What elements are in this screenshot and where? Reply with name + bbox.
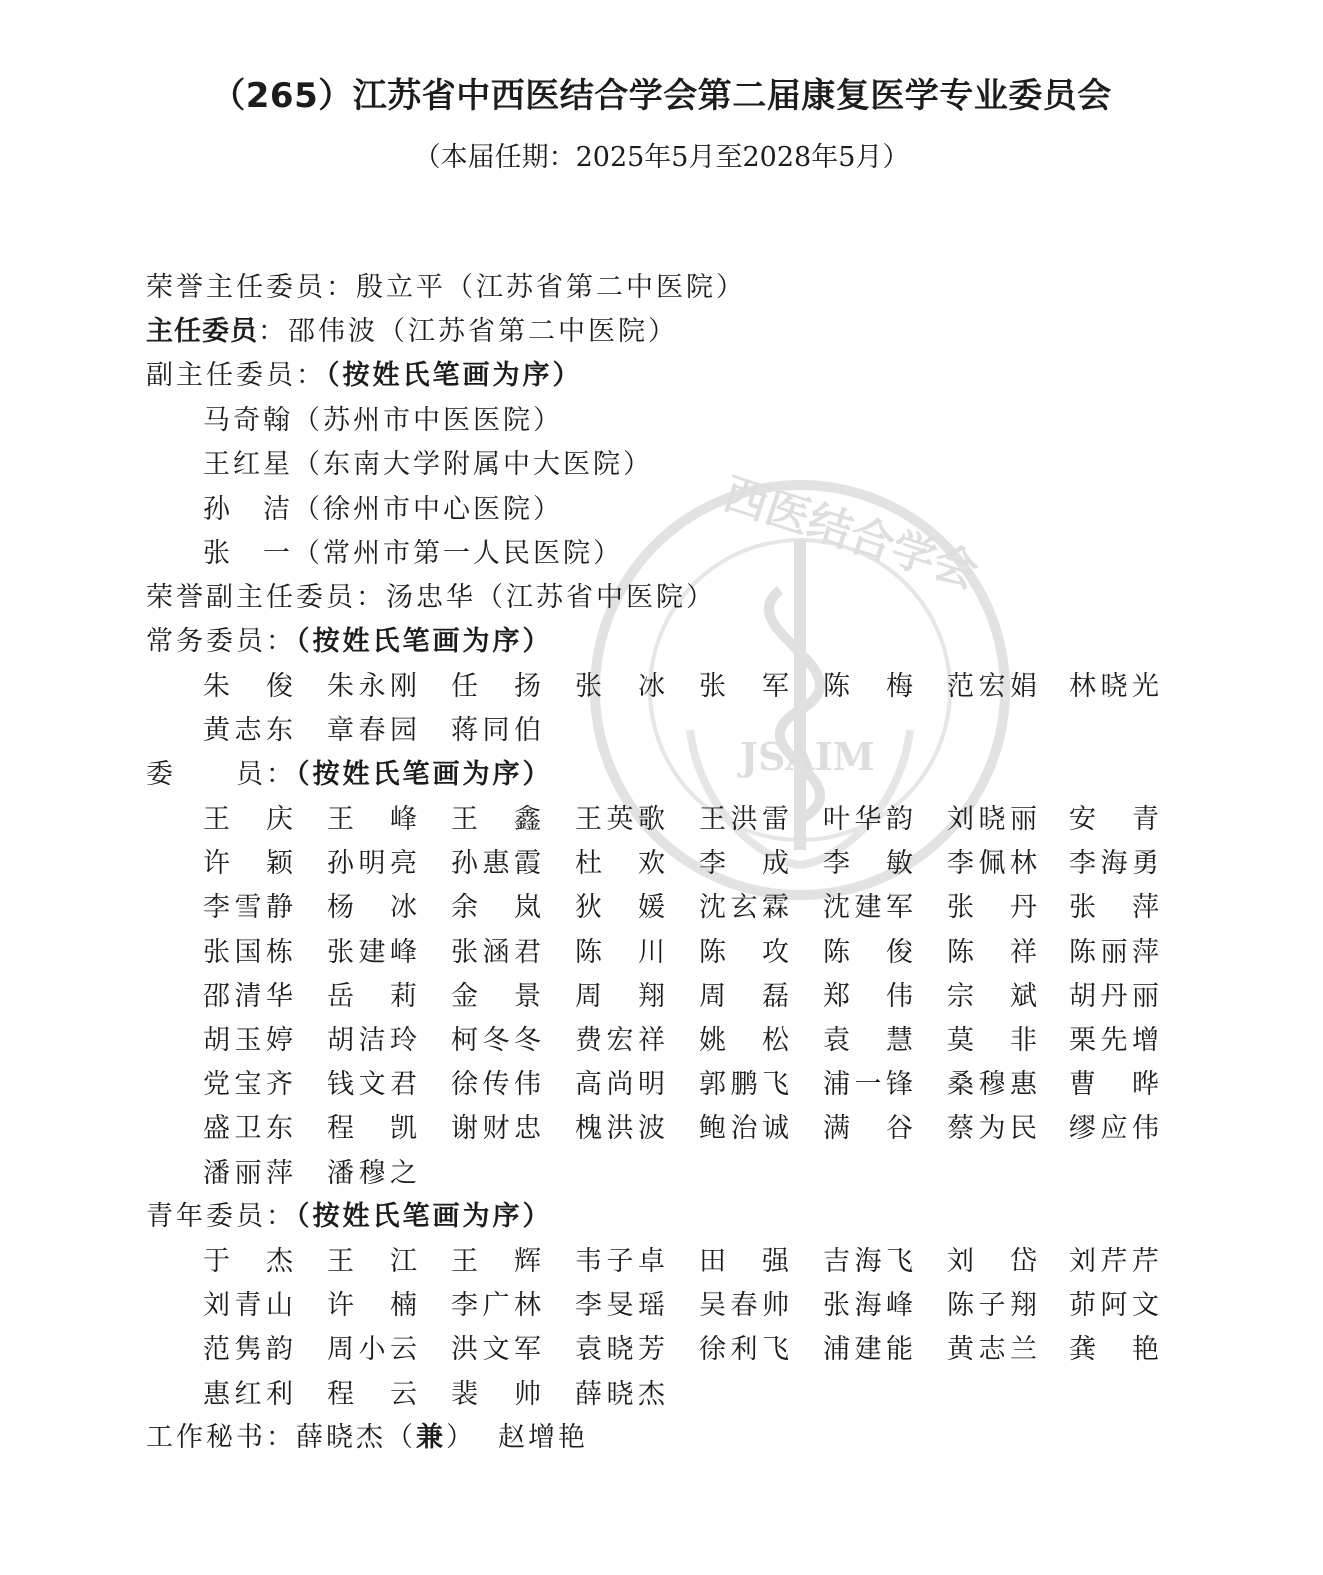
- member-name: 杨冰: [327, 892, 417, 924]
- member-name: 薛晓杰: [575, 1378, 665, 1410]
- member-name: 桑穆惠: [947, 1069, 1037, 1101]
- director-value: 邵伟波（江苏省第二中医院）: [288, 316, 678, 347]
- member-name: 袁晓芳: [575, 1334, 665, 1366]
- member-name: 高尚明: [575, 1069, 665, 1101]
- deputy-director-item: [203, 534, 623, 574]
- deputy-director-item: [203, 445, 653, 485]
- deputy-director-org: （苏州市中医医院）: [293, 405, 563, 436]
- director-label: 主任委员: [146, 316, 258, 347]
- standing-members-note: （按姓氏笔画为序）: [296, 626, 553, 657]
- member-name: 李雪静: [203, 892, 293, 924]
- member-name: 陈攻: [699, 936, 789, 968]
- deputy-directors-note: （按姓氏笔画为序）: [326, 360, 583, 391]
- member-name: 岳莉: [327, 980, 417, 1012]
- member-name: 槐洪波: [575, 1113, 665, 1145]
- member-name: 张丹: [947, 892, 1037, 924]
- member-name: 邵清华: [203, 980, 293, 1012]
- deputy-director-name: 孙 洁: [203, 494, 293, 525]
- member-name: 陈子翔: [947, 1290, 1037, 1322]
- member-name: 裴帅: [451, 1378, 541, 1410]
- member-name: 蒋同伯: [451, 715, 541, 747]
- member-name: 陈川: [575, 936, 665, 968]
- member-name: 浦一锋: [823, 1069, 913, 1101]
- deputy-director-org: （常州市第一人民医院）: [293, 538, 623, 569]
- term-period: （本届任期：2025年5月至2028年5月）: [413, 142, 910, 173]
- member-name: 黄志东: [203, 715, 293, 747]
- member-name: 王英歌: [575, 804, 665, 835]
- member-name: 张军: [699, 671, 789, 702]
- member-name: 李成: [699, 848, 789, 880]
- member-name: 王辉: [451, 1246, 541, 1277]
- member-name: 黄志兰: [947, 1334, 1037, 1366]
- member-name: 周磊: [699, 980, 789, 1012]
- members-heading: [146, 755, 553, 795]
- member-name: 陈丽萍: [1069, 936, 1159, 968]
- member-name: 沈玄霖: [699, 892, 789, 924]
- member-name: 曹晔: [1069, 1069, 1159, 1101]
- member-name: 王峰: [327, 804, 417, 835]
- member-name: 陈祥: [947, 936, 1037, 968]
- member-name: 韦子卓: [575, 1246, 665, 1277]
- member-name: 李旻瑶: [575, 1290, 665, 1322]
- member-name: 姚松: [699, 1025, 789, 1056]
- member-name: 周小云: [327, 1334, 417, 1366]
- member-name: 莫非: [947, 1025, 1037, 1056]
- deputy-director-name: 王红星: [203, 449, 293, 480]
- member-name: 刘晓丽: [947, 804, 1037, 835]
- member-name: 吴春帅: [699, 1290, 789, 1322]
- member-name: 许楠: [327, 1290, 417, 1322]
- member-name: 栗先增: [1069, 1025, 1159, 1056]
- member-name: 范宏娟: [947, 671, 1037, 702]
- member-name: 满谷: [823, 1113, 913, 1145]
- deputy-director-org: （徐州市中心医院）: [293, 494, 563, 525]
- member-name: 狄媛: [575, 892, 665, 924]
- member-name: 缪应伟: [1069, 1113, 1159, 1145]
- member-name: 张国栋: [203, 936, 293, 968]
- member-name: 郑伟: [823, 980, 913, 1012]
- youth-members-label: 青年委员：: [146, 1201, 296, 1232]
- secretary-name-1: 薛晓杰: [296, 1422, 386, 1453]
- member-name: 党宝齐: [203, 1069, 293, 1101]
- seal-text-arc: 西医结合学会: [717, 470, 985, 599]
- member-name: 范隽韵: [203, 1334, 293, 1366]
- member-name: 李广林: [451, 1290, 541, 1322]
- member-name: 孙惠霞: [451, 848, 541, 880]
- member-name: 张萍: [1069, 892, 1159, 924]
- youth-members-heading: [146, 1197, 553, 1237]
- member-name: 胡玉婷: [203, 1025, 293, 1056]
- deputy-director-org: （东南大学附属中大医院）: [293, 449, 653, 480]
- member-name: 徐利飞: [699, 1334, 789, 1366]
- member-name: 安青: [1069, 804, 1159, 835]
- honorary-director-value: 殷立平（江苏省第二中医院）: [356, 272, 746, 303]
- secretary-name-2: 赵增艳: [498, 1422, 588, 1453]
- member-name: 金景: [451, 980, 541, 1012]
- page-title: （265）江苏省中西医结合学会第二届康复医学专业委员会: [211, 76, 1112, 116]
- director-row: [146, 312, 678, 352]
- member-name: 程凯: [327, 1113, 417, 1145]
- member-name: 周翔: [575, 980, 665, 1012]
- member-name: 朱永刚: [327, 671, 417, 702]
- member-name: 吉海飞: [823, 1246, 913, 1277]
- member-name: 惠红利: [203, 1378, 293, 1410]
- member-name: 杜欢: [575, 848, 665, 880]
- youth-members-note: （按姓氏笔画为序）: [296, 1201, 553, 1232]
- member-name: 李敏: [823, 848, 913, 880]
- honorary-deputy-row: [146, 578, 716, 618]
- member-name: 许颖: [203, 848, 293, 880]
- member-name: 林晓光: [1069, 671, 1159, 702]
- member-name: 徐传伟: [451, 1069, 541, 1101]
- honorary-director-row: [146, 268, 746, 308]
- member-name: 王庆: [203, 804, 293, 835]
- member-name: 张海峰: [823, 1290, 913, 1322]
- secretary-paren-open: （: [386, 1422, 416, 1453]
- member-name: 浦建能: [823, 1334, 913, 1366]
- member-name: 章春园: [327, 715, 417, 747]
- standing-members-label: 常务委员：: [146, 626, 296, 657]
- standing-members-heading: [146, 622, 553, 662]
- member-name: 刘芹芹: [1069, 1246, 1159, 1277]
- member-name: 刘岱: [947, 1246, 1037, 1277]
- members-note: （按姓氏笔画为序）: [296, 759, 553, 790]
- deputy-director-name: 马奇翰: [203, 405, 293, 436]
- member-name: 叶华韵: [823, 804, 913, 835]
- member-name: 程云: [327, 1378, 417, 1410]
- seal-acronym: JSAIM: [740, 734, 875, 779]
- member-name: 费宏祥: [575, 1025, 665, 1056]
- deputy-directors-label: 副主任委员：: [146, 360, 326, 391]
- member-name: 潘丽萍: [203, 1157, 293, 1189]
- member-name: 谢财忠: [451, 1113, 541, 1145]
- member-name: 余岚: [451, 892, 541, 924]
- secretary-paren-close: ）: [446, 1422, 476, 1453]
- member-name: 宗斌: [947, 980, 1037, 1012]
- member-name: 任扬: [451, 671, 541, 702]
- honorary-deputy-label: 荣誉副主任委员：: [146, 582, 386, 613]
- member-name: 蔡为民: [947, 1113, 1037, 1145]
- member-name: 龚艳: [1069, 1334, 1159, 1366]
- member-name: 朱俊: [203, 671, 293, 702]
- member-name: 鲍治诚: [699, 1113, 789, 1145]
- deputy-director-item: [203, 490, 563, 530]
- member-name: 钱文君: [327, 1069, 417, 1101]
- member-name: 茆阿文: [1069, 1290, 1159, 1322]
- member-name: 洪文军: [451, 1334, 541, 1366]
- member-name: 袁慧: [823, 1025, 913, 1056]
- deputy-directors-heading: [146, 356, 583, 396]
- member-name: 李海勇: [1069, 848, 1159, 880]
- member-name: 孙明亮: [327, 848, 417, 880]
- member-name: 柯冬冬: [451, 1025, 541, 1056]
- member-name: 田强: [699, 1246, 789, 1277]
- member-name: 李佩林: [947, 848, 1037, 880]
- secretary-concurrent: 兼: [416, 1422, 446, 1453]
- member-name: 王鑫: [451, 804, 541, 835]
- member-name: 王江: [327, 1246, 417, 1277]
- member-name: 张冰: [575, 671, 665, 702]
- secretary-row: [146, 1418, 588, 1458]
- member-name: 郭鹏飞: [699, 1069, 789, 1101]
- deputy-director-name: 张 一: [203, 538, 293, 569]
- member-name: 张涵君: [451, 936, 541, 968]
- deputy-director-item: [203, 401, 563, 441]
- member-name: 陈俊: [823, 936, 913, 968]
- member-name: 刘青山: [203, 1290, 293, 1322]
- secretary-label: 工作秘书：: [146, 1422, 296, 1453]
- director-colon: ：: [258, 316, 288, 347]
- member-name: 潘穆之: [327, 1157, 417, 1189]
- member-name: 胡洁玲: [327, 1025, 417, 1056]
- members-label: 委 员：: [146, 759, 296, 790]
- member-name: 王洪雷: [699, 804, 789, 835]
- honorary-deputy-value: 汤忠华（江苏省中医院）: [386, 582, 716, 613]
- member-name: 胡丹丽: [1069, 980, 1159, 1012]
- member-name: 沈建军: [823, 892, 913, 924]
- member-name: 张建峰: [327, 936, 417, 968]
- member-name: 陈梅: [823, 671, 913, 702]
- member-name: 盛卫东: [203, 1113, 293, 1145]
- member-name: 于杰: [203, 1246, 293, 1277]
- honorary-director-label: 荣誉主任委员：: [146, 272, 356, 303]
